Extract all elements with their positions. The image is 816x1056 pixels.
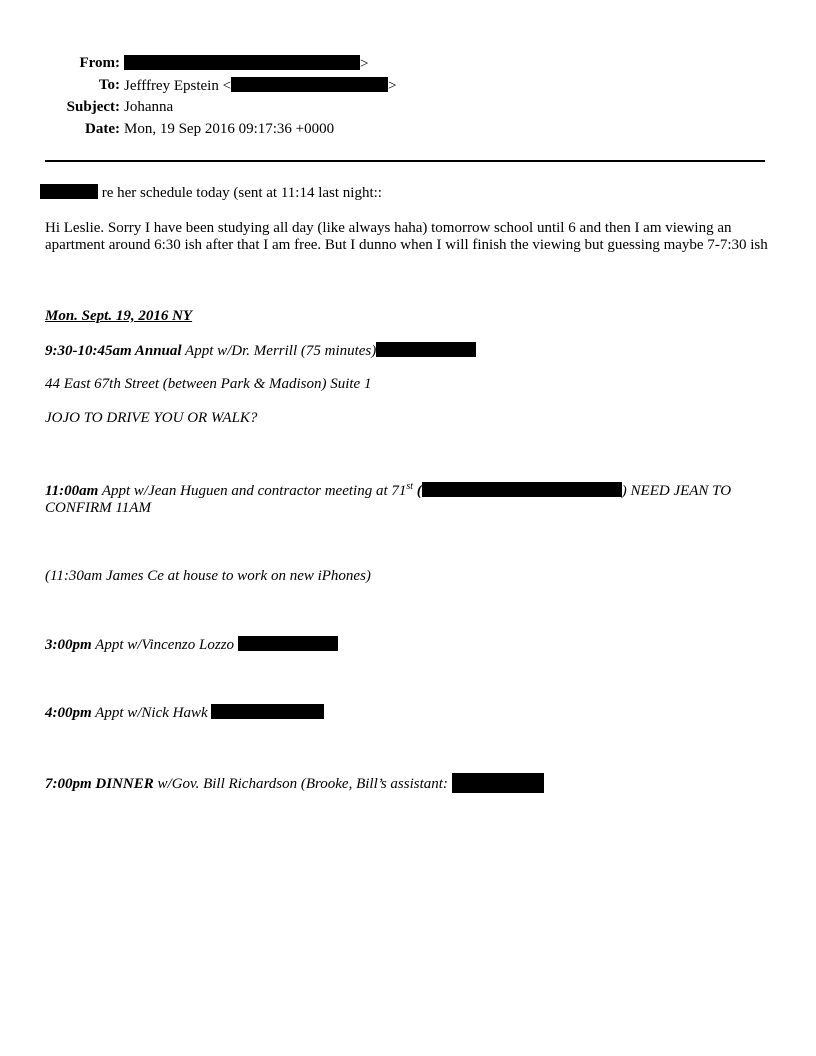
schedule-date-heading: Mon. Sept. 19, 2016 NY [45,308,193,324]
schedule-text: Appt w/Vincenzo Lozzo [91,637,238,653]
from-suffix: > [360,56,369,72]
redaction-bar [238,636,338,651]
ordinal-suffix: st [406,481,414,492]
schedule-time: 4:00pm [45,705,92,721]
paren-open: ( [413,483,422,499]
redaction-bar [124,55,360,70]
redaction-bar [231,77,388,92]
schedule-note: JOJO TO DRIVE YOU OR WALK? [45,410,258,426]
message-paragraph: Hi Leslie. Sorry I have been studying all day (like always haha) tomorrow school until 6 and then I am viewing an apartment around 6:30 ish after that I am free. But I dunno when I will finish the viewing but guessing maybe 7-7:30 ish [45,220,768,253]
schedule-item [45,704,324,722]
schedule-text: w/Gov. Bill Richardson (Brooke, Bill’s assistant: [153,776,452,792]
schedule-item [45,342,476,360]
schedule-note: (11:30am James Ce at house to work on new iPhones) [45,568,371,584]
schedule-time: 11:00am [45,483,99,499]
to-value [124,77,397,95]
from-value [124,55,368,73]
schedule-time: 9:30-10:45am Annual [45,343,182,359]
to-suffix: > [388,78,397,94]
schedule-time: 3:00pm [45,637,92,653]
date-value: Mon, 19 Sep 2016 09:17:36 +0000 [124,121,335,137]
date-label: Date: [85,121,120,137]
schedule-text-after: ) NEED JEAN TO CONFIRM 11AM [45,483,732,516]
intro-text: re her schedule today (sent at 11:14 last night:: [98,185,382,201]
redaction-bar [376,342,476,357]
schedule-address: 44 East 67th Street (between Park & Madison) Suite 1 [45,376,372,392]
header-divider [45,160,765,162]
subject-value: Johanna [124,99,174,115]
redaction-bar [211,704,324,719]
from-label: From: [79,55,120,71]
subject-label: Subject: [66,99,120,115]
redaction-bar [422,482,622,497]
schedule-item [45,482,771,517]
to-label: To: [98,77,120,93]
schedule-text: Appt w/Jean Huguen and contractor meeting at 71 [98,483,407,499]
schedule-time: 7:00pm DINNER [45,776,154,792]
intro-line [40,184,382,202]
schedule-text: Appt w/Dr. Merrill (75 minutes) [181,343,377,359]
schedule-item [45,773,544,793]
redaction-bar [40,184,98,199]
schedule-item [45,636,338,654]
schedule-text: Appt w/Nick Hawk [91,705,212,721]
to-name: Jefffrey Epstein < [124,78,232,94]
redaction-bar [452,773,544,793]
